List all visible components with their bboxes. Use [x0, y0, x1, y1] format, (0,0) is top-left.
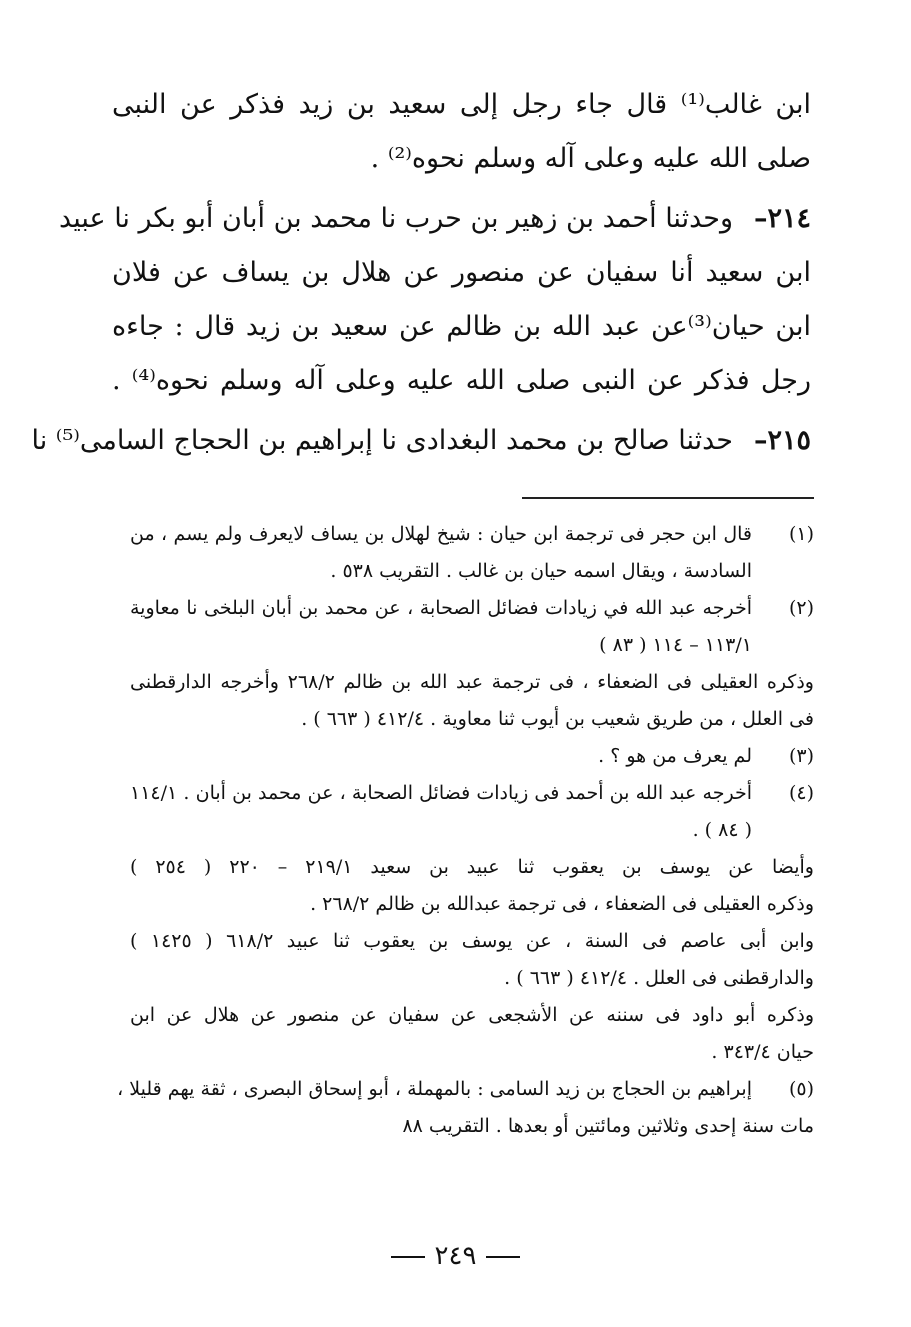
footnote-line: وذكره العقيلى فى الضعفاء ، فى ترجمة عبدالله بن ظالم ٢٦٨/٢ .: [310, 893, 814, 915]
dash-left: [486, 1256, 520, 1258]
page-number: [0, 1241, 911, 1271]
text-line: صلى الله عليه وعلى آله وسلم نحوه⁽²⁾ .: [370, 143, 811, 174]
footnote-number: (٥): [788, 1078, 814, 1100]
footnote-line: مات سنة إحدى وثلاثين ومائتين أو بعدها . التقريب ٨٨: [402, 1115, 814, 1137]
footnote-2: [130, 590, 814, 738]
footnote-line: وأيضا عن يوسف بن يعقوب ثنا عبيد بن سعيد ٢١٩/١ – ٢٢٠ ( ٢٥٤ ): [130, 856, 814, 878]
footnote-line: أخرجه عبد الله في زيادات فضائل الصحابة ، عن محمد بن أبان البلخى نا معاوية: [130, 597, 752, 619]
text-line: حدثنا صالح بن محمد البغدادى نا إبراهيم بن الحجاج السامى⁽⁵⁾ نا: [31, 425, 733, 456]
footnote-3: [130, 738, 814, 775]
footnote-line: والدارقطنى فى العلل . ٤١٢/٤ ( ٦٦٣ ) .: [504, 967, 814, 989]
footnote-line: ١١٣/١ – ١١٤ ( ٨٣ ): [599, 634, 752, 656]
footnote-line: قال ابن حجر فى ترجمة ابن حيان : شيخ لهلال بن يساف لايعرف ولم يسم ، من: [130, 523, 752, 545]
footnote-line: السادسة ، ويقال اسمه حيان بن غالب . التقريب ٥٣٨ .: [330, 560, 752, 582]
main-text: [31, 78, 811, 468]
text-line: رجل فذكر عن النبى صلى الله عليه وعلى آله وسلم نحوه⁽⁴⁾ .: [112, 365, 811, 396]
footnote-1: [130, 516, 814, 590]
hadith-214: [59, 192, 811, 408]
footnote-line: وذكره العقيلى فى الضعفاء ، فى ترجمة عبد الله بن ظالم ٢٦٨/٢ وأخرجه الدارقطنى: [130, 671, 814, 693]
text-line: ابن حيان⁽³⁾عن عبد الله بن ظالم عن سعيد بن زيد قال : جاءه: [112, 311, 811, 342]
footnote-line: ( ٨٤ ) .: [692, 819, 752, 841]
footnote-line: أخرجه عبد الله بن أحمد فى زيادات فضائل الصحابة ، عن محمد بن أبان . ١١٤/١: [130, 782, 752, 804]
footnote-number: (٣): [788, 745, 814, 767]
footnote-line: فى العلل ، من طريق شعيب بن أيوب ثنا معاوية . ٤١٢/٤ ( ٦٦٣ ) .: [301, 708, 814, 730]
footnote-number: (١): [788, 523, 814, 545]
footnote-divider: [522, 497, 814, 499]
footnote-number: (٢): [788, 597, 814, 619]
footnotes: [117, 516, 815, 1145]
hadith-215: [31, 414, 811, 468]
hadith-number: ٢١٥–: [753, 425, 811, 456]
footnote-5: [117, 1071, 814, 1145]
footnote-4: [130, 775, 814, 1071]
page-number-value: ٢٤٩: [434, 1241, 477, 1271]
footnote-line: إبراهيم بن الحجاج بن زيد السامى : بالمهملة ، أبو إسحاق البصرى ، ثقة يهم قليلا ،: [117, 1078, 752, 1100]
text-line: ابن غالب⁽¹⁾ قال جاء رجل إلى سعيد بن زيد فذكر عن النبى: [112, 89, 811, 120]
footnote-line: حيان ٣٤٣/٤ .: [711, 1041, 814, 1063]
footnote-line: لم يعرف من هو ؟ .: [598, 745, 752, 767]
text-line: ابن سعيد أنا سفيان عن منصور عن هلال بن يساف عن فلان: [112, 257, 811, 288]
text-line: وحدثنا أحمد بن زهير بن حرب نا محمد بن أبان أبو بكر نا عبيد: [59, 203, 733, 234]
footnote-line: وذكره أبو داود فى سننه عن الأشجعى عن سفيان عن منصور عن هلال عن ابن: [130, 1004, 814, 1026]
dash-right: [391, 1256, 425, 1258]
intro-paragraph: [112, 78, 811, 186]
footnote-line: وابن أبى عاصم فى السنة ، عن يوسف بن يعقوب ثنا عبيد ٦١٨/٢ ( ١٤٢٥ ): [130, 930, 815, 952]
footnote-number: (٤): [788, 782, 814, 804]
hadith-number: ٢١٤–: [753, 203, 811, 234]
